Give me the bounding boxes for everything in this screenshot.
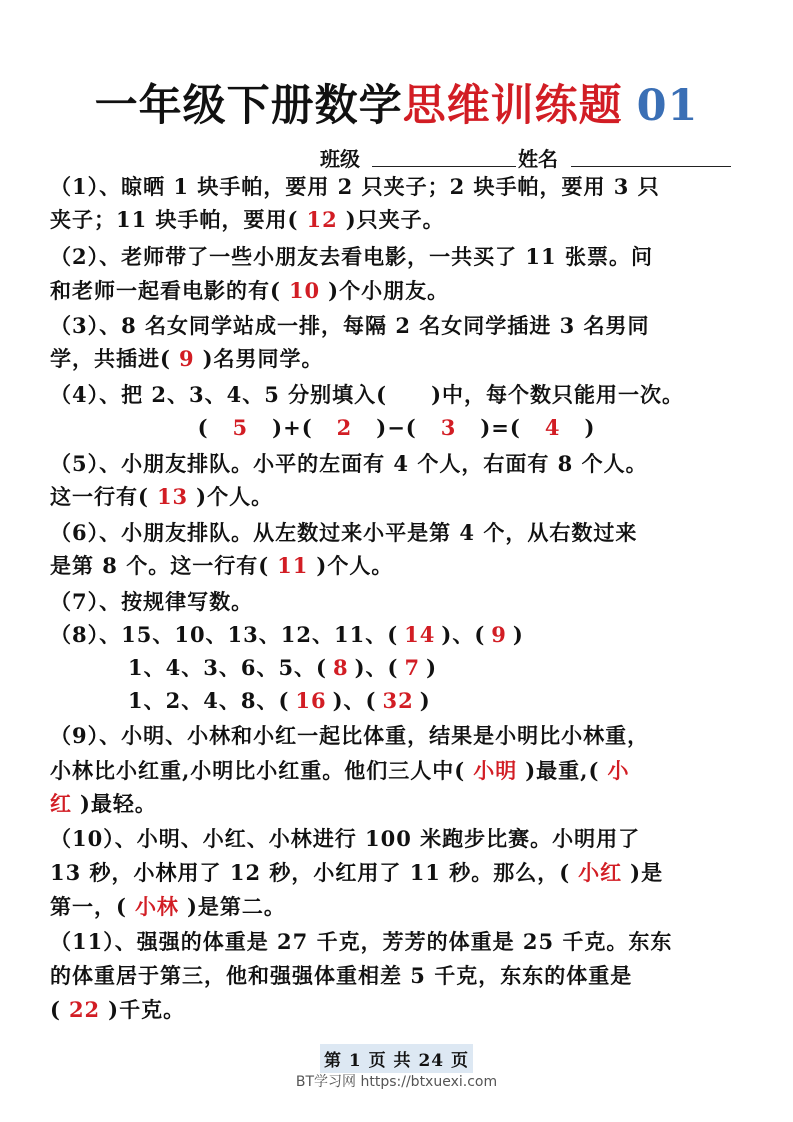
- answer-q4-3: 3: [440, 415, 457, 440]
- name-blank[interactable]: [571, 166, 731, 167]
- answer-q9-lightest-part1: 小: [607, 758, 630, 783]
- answer-q8-5: 16: [295, 688, 327, 713]
- answer-q5: 13: [156, 484, 189, 509]
- question-10-line-2: 13 秒，小林用了 12 秒，小红用了 11 秒。那么，( 小红 )是: [50, 860, 664, 885]
- answer-q9-lightest-part2: 红: [50, 791, 72, 816]
- answer-q4-4: 4: [544, 415, 561, 440]
- question-1-line-2: 夹子；11 块手帕，要用( 12 )只夹子。: [50, 207, 445, 232]
- answer-q8-2: 9: [491, 622, 507, 647]
- answer-q4-1: 5: [232, 415, 249, 440]
- question-11-line-2: 的体重居于第三，他和强强体重相差 5 千克，东东的体重是: [50, 963, 633, 988]
- answer-q8-4: 7: [404, 655, 421, 680]
- answer-q10-second: 小林: [134, 894, 179, 919]
- page-number: 第 1 页 共 24 页: [320, 1044, 473, 1073]
- page-footer: [0, 1044, 793, 1073]
- answer-q11: 22: [68, 997, 101, 1022]
- question-6-line-1: （6）、小朋友排队。从左数过来小平是第 4 个，从右数过来: [50, 520, 638, 545]
- question-5-line-2: 这一行有( 13 )个人。: [50, 484, 274, 509]
- question-2-line-2: 和老师一起看电影的有( 10 )个小朋友。: [50, 278, 450, 303]
- question-3-line-2: 学，共插进( 9 )名男同学。: [50, 346, 324, 371]
- question-10-line-1: （10）、小明、小红、小林进行 100 米跑步比赛。小明用了: [50, 826, 641, 851]
- title-number: 01: [636, 81, 699, 131]
- answer-q3: 9: [178, 346, 195, 371]
- answer-q8-3: 8: [333, 655, 349, 680]
- question-4-line-1: （4）、把 2、3、4、5 分别填入( )中，每个数只能用一次。: [50, 382, 685, 407]
- question-9-line-3: 红 )最轻。: [50, 791, 157, 816]
- name-label: 姓名: [518, 147, 558, 171]
- question-9-line-2: 小林比小红重,小明比小红重。他们三人中( 小明 )最重,( 小: [50, 758, 630, 783]
- class-blank[interactable]: [372, 166, 516, 167]
- question-11-line-1: （11）、强强的体重是 27 千克，芳芳的体重是 25 千克。东东: [50, 929, 673, 954]
- title-part-thinking: 思维训练题: [402, 81, 623, 131]
- question-8-row-1: （8）、15、10、13、12、11、( 14 )、( 9 ): [50, 622, 524, 647]
- answer-q9-heaviest: 小明: [473, 758, 518, 783]
- class-label: 班级: [320, 147, 360, 171]
- student-info-line: [0, 143, 793, 169]
- answer-q1: 12: [306, 207, 338, 232]
- answer-q8-6: 32: [382, 688, 414, 713]
- question-4-equation: ( 5 )+( 2 )−( 3 )=( 4 ): [197, 415, 596, 440]
- question-8-row-2: 1、4、3、6、5、( 8 )、( 7 ): [128, 655, 438, 680]
- answer-q6: 11: [277, 553, 309, 578]
- question-10-line-3: 第一，( 小林 )是第二。: [50, 894, 286, 919]
- question-2-line-1: （2）、老师带了一些小朋友去看电影，一共买了 11 张票。问: [50, 244, 653, 269]
- title-part-grade: 一年级下册数学: [94, 81, 403, 131]
- question-3-line-1: （3）、8 名女同学站成一排，每隔 2 名女同学插进 3 名男同: [50, 313, 650, 338]
- question-5-line-1: （5）、小朋友排队。小平的左面有 4 个人，右面有 8 个人。: [50, 451, 648, 476]
- source-link[interactable]: BT学习网 https://btxuexi.com: [295, 1074, 498, 1090]
- answer-q4-2: 2: [336, 415, 353, 440]
- page-title: [0, 80, 793, 132]
- question-1-line-1: （1）、晾晒 1 块手帕，要用 2 只夹子；2 块手帕，要用 3 只: [50, 174, 660, 199]
- answer-q2: 10: [288, 278, 321, 303]
- question-9-line-1: （9）、小明、小林和小红一起比体重，结果是小明比小林重，: [50, 723, 650, 748]
- answer-q8-1: 14: [404, 622, 436, 647]
- question-7: （7）、按规律写数。: [50, 589, 254, 614]
- question-6-line-2: 是第 8 个。这一行有( 11 )个人。: [50, 553, 394, 578]
- answer-q10-first: 小红: [578, 860, 623, 885]
- question-11-line-3: ( 22 )千克。: [50, 997, 186, 1022]
- question-8-row-3: 1、2、4、8、( 16 )、( 32 ): [128, 688, 431, 713]
